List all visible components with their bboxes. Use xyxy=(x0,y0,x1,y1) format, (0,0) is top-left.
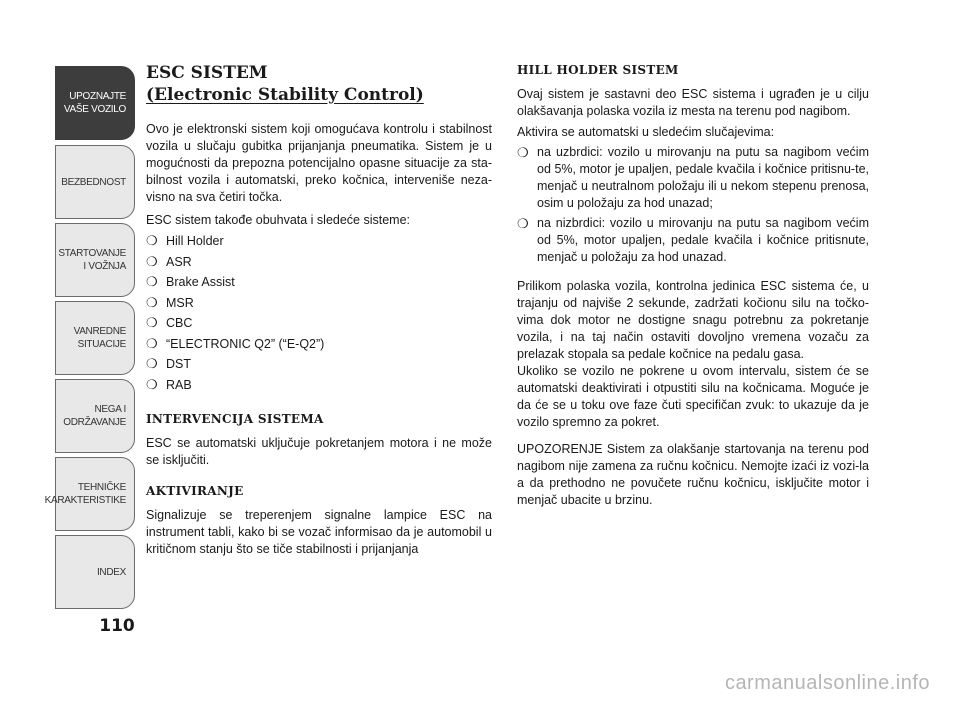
tab-label: BEZBEDNOST xyxy=(61,176,126,188)
bullet-icon: ❍ xyxy=(146,376,158,392)
bullet-icon: ❍ xyxy=(146,294,158,310)
list-item: ❍ ASR xyxy=(146,252,492,273)
bullet-icon: ❍ xyxy=(146,233,158,248)
activation-text: Signalizuje se treperenjem signalne lampice ESC na instrument tabli, kako bi se vozač informisao da je automobil u kritičnom stanju što se tiče stabilnosti i prijanjanja xyxy=(146,508,492,556)
tab-label: INDEX xyxy=(96,566,126,578)
deactivation-text: Ukoliko se vozilo ne pokrene u ovom intervalu, sistem će se automatski deaktivirati i otpustiti silu na kočnicama. Moguće je da će se u toku ove faze čuti specifičan zvuk: to ukazuje da je vozilo spremno za pokret. xyxy=(517,364,869,429)
left-column xyxy=(146,62,492,558)
tab-nega-i-odrzavanje[interactable] xyxy=(55,379,135,453)
tab-startovanje-i-voznja[interactable] xyxy=(55,223,135,297)
start-behaviour-text: Prilikom polaska vozila, kontrolna jedinica ESC sistema će, u trajanju od najviše 2 sekunde, zadržati kočionu silu na točko-vima dok motor ne dostigne snagu potrebnu za pokretanje vozila, i na taj način ostaviti dovoljno vremena vozaču za prelazak stopala sa pedale kočnice na pedalu gasa. xyxy=(517,279,869,361)
bullet-icon: ❍ xyxy=(146,253,158,269)
hill-holder-activates: Aktivira se automatski u sledećim slučajevima: xyxy=(517,125,775,139)
watermark: carmanualsonline.info xyxy=(724,672,930,694)
bullet-icon: ❍ xyxy=(517,145,529,160)
page-number: 110 xyxy=(99,616,135,636)
esc-includes: ESC sistem takođe obuhvata i sledeće sisteme: xyxy=(146,213,411,227)
bullet-icon: ❍ xyxy=(146,315,158,330)
list-item: ❍ Hill Holder xyxy=(146,231,492,252)
tab-tehnicke-karakteristike[interactable] xyxy=(44,457,135,531)
list-item: ❍ MSR xyxy=(146,293,492,314)
esc-intro: Ovo je elektronski sistem koji omogućava kontrolu i stabilnost vozila u slučaju gubitka prijanjanja pneumatika. Sistem je u mogućnosti da prepozna potencijalno opasne situacije za sta-bilnost vozila i automatski, preko kočnica, interveniše neza-visno na sva četiri točka. xyxy=(146,122,492,204)
hill-holder-intro: Ovaj sistem je sastavni deo ESC sistema i ugrađen je u cilju olakšavanja polaska vozila iz mesta na terenu pod nagibom. xyxy=(517,87,869,118)
list-item: ❍ “ELECTRONIC Q2” (“E-Q2”) xyxy=(146,334,492,355)
tab-bezbednost[interactable] xyxy=(55,145,135,219)
right-column xyxy=(517,62,869,509)
intervention-heading: INTERVENCIJA SISTEMA xyxy=(146,412,324,426)
activation-heading: AKTIVIRANJE xyxy=(146,484,244,498)
bullet-icon: ❍ xyxy=(517,216,529,231)
list-item: ❍ na nizbrdici: vozilo u mirovanju na putu sa nagibom većim od 5%, motor upaljen, pedale kvačila i kočnice pritisnute, menjač u položaju za hod unazad. xyxy=(517,216,869,264)
tab-label: VANREDNE SITUACIJE xyxy=(73,326,126,350)
tab-index[interactable] xyxy=(55,535,135,609)
section-subtitle: (Electronic Stability Control) xyxy=(146,85,424,105)
tab-label: STARTOVANJE I VOŽNJA xyxy=(58,248,126,272)
bullet-icon: ❍ xyxy=(146,356,158,371)
section-title: ESC SISTEM xyxy=(146,63,268,83)
list-item: ❍ RAB xyxy=(146,375,492,396)
bullet-icon: ❍ xyxy=(146,335,158,351)
list-item: ❍ CBC xyxy=(146,313,492,334)
list-item: ❍ Brake Assist xyxy=(146,272,492,293)
tab-vanredne-situacije[interactable] xyxy=(55,301,135,375)
hill-holder-heading: HILL HOLDER SISTEM xyxy=(517,63,679,77)
intervention-text: ESC se automatski uključuje pokretanjem motora i ne može se isključiti. xyxy=(146,436,492,467)
list-item: ❍ DST xyxy=(146,354,492,375)
bullet-icon: ❍ xyxy=(146,274,158,289)
tab-label: NEGA I ODRŽAVANJE xyxy=(63,404,126,428)
tab-label: UPOZNAJTE VAŠE VOZILO xyxy=(63,91,126,115)
tab-upoznajte-vase-vozilo[interactable] xyxy=(55,66,135,140)
esc-systems-list xyxy=(146,231,492,395)
tab-label: TEHNIČKE KARAKTERISTIKE xyxy=(44,482,126,506)
list-item: ❍ na uzbrdici: vozilo u mirovanju na putu sa nagibom većim od 5%, motor je upaljen, pedale kvačila i kočnice pritisnu-te, menjač u neutralnom položaju ili u nekom stepenu prenosa, osim u položaju za hod unazad; xyxy=(517,145,869,210)
warning-text: UPOZORENJE Sistem za olakšanje startovanja na terenu pod nagibom nije zamena za ručnu kočnicu. Nemojte izaći iz vozi-la a da prethodno ne povučete ručnu kočnicu, isključite motor i menjač ubacite u brzinu. xyxy=(517,442,869,507)
hill-holder-cases xyxy=(517,144,869,266)
